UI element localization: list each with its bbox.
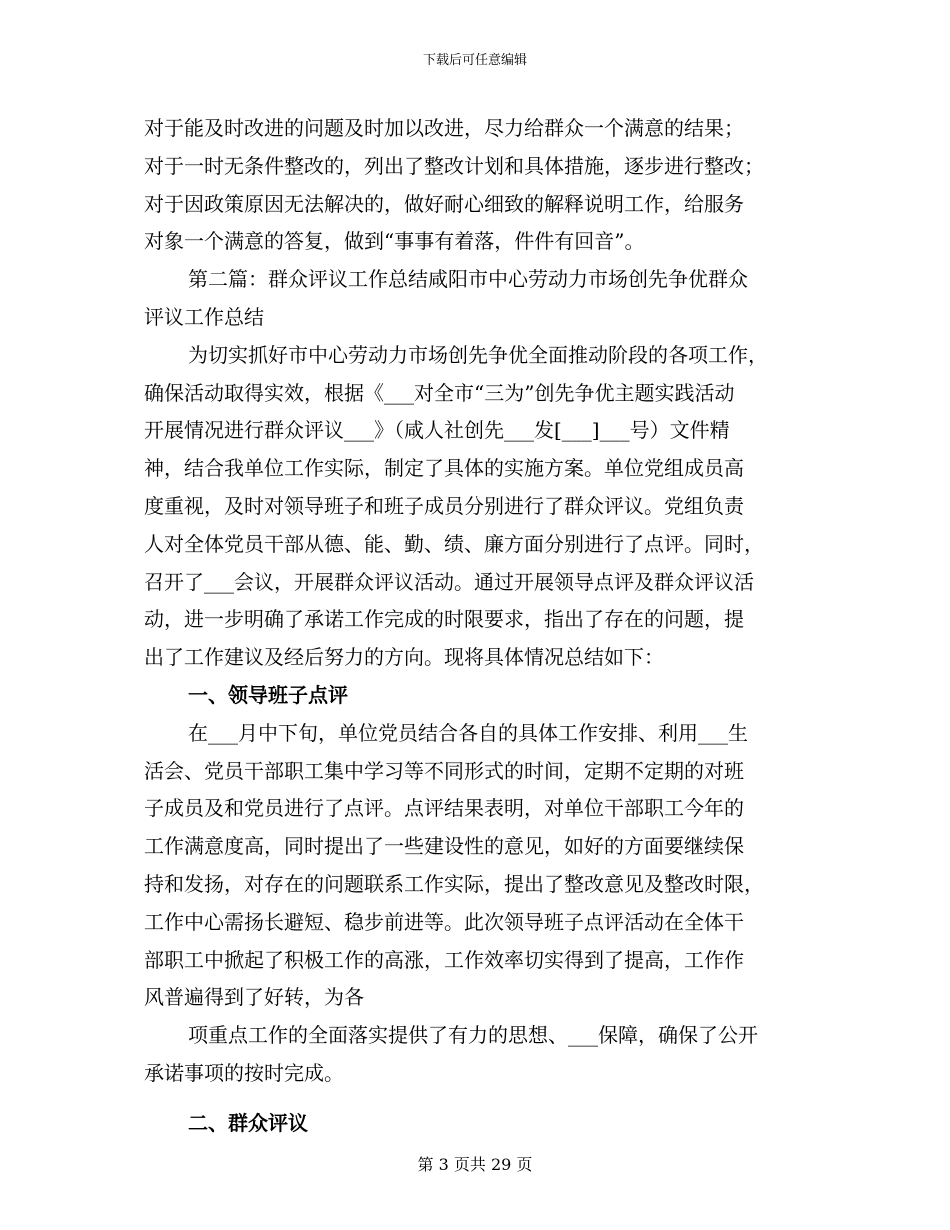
text-line: 对于能及时改进的问题及时加以改进，尽力给群众一个满意的结果；	[144, 116, 744, 140]
paragraph-leadership-review	[144, 715, 814, 1017]
text-line: 开展情况进行群众评议___》（咸人社创先___发[___]___号）文件精	[144, 418, 730, 443]
text-line: 工作满意度高，同时提出了一些建设性的意见，如好的方面要继续保	[144, 834, 744, 859]
text-line: 承诺事项的按时完成。	[144, 1060, 344, 1085]
text-line: 对于因政策原因无法解决的，做好耐心细致的解释说明工作，给服务	[144, 191, 744, 216]
text-line: 出了工作建议及经后努力的方向。现将具体情况总结如下：	[144, 645, 664, 670]
text-line: 风普遍得到了好转，为各	[144, 985, 364, 1010]
paragraph-introduction	[144, 337, 814, 677]
text-line: 持和发扬，对存在的问题联系工作实际，提出了整改意见及整改时限，	[144, 871, 764, 896]
paragraph-guarantee	[144, 1017, 814, 1093]
page-header: 下载后可任意编辑	[422, 53, 527, 68]
text-line: 活会、党员干部职工集中学习等不同形式的时间，定期不定期的对班	[144, 758, 744, 783]
spacer	[144, 1093, 814, 1105]
section-heading-leadership-review: 一、领导班子点评	[188, 682, 348, 707]
text-line: 评议工作总结	[144, 304, 264, 329]
text-line: 子成员及和党员进行了点评。点评结果表明，对单位干部职工今年的	[144, 796, 744, 821]
text-line: 人对全体党员干部从德、能、勤、绩、廉方面分别进行了点评。同时，	[144, 531, 764, 556]
text-line: 对象一个满意的答复，做到“事事有着落，件件有回音”。	[144, 229, 645, 254]
text-line: 为切实抓好市中心劳动力市场创先争优全面推动阶段的各项工作，	[188, 342, 768, 367]
text-line: 项重点工作的全面落实提供了有力的思想、___保障，确保了公开	[188, 1023, 758, 1048]
paragraph-second-article-title	[144, 261, 814, 337]
text-line: 第二篇：群众评议工作总结咸阳市中心劳动力市场创先争优群众	[188, 267, 748, 292]
text-line: 在___月中下旬，单位党员结合各自的具体工作安排、利用___生	[188, 720, 748, 745]
text-line: 召开了___会议，开展群众评议活动。通过开展领导点评及群众评议活	[144, 569, 754, 594]
text-line: 对于一时无条件整改的，列出了整改计划和具体措施，逐步进行整改；	[144, 153, 764, 178]
text-line: 确保活动取得实效，根据《___对全市“三为”创先争优主题实践活动	[144, 380, 735, 405]
paragraph-rectification	[144, 110, 814, 261]
section-heading-public-review: 二、群众评议	[188, 1110, 308, 1135]
text-line: 部职工中掀起了积极工作的高涨，工作效率切实得到了提高，工作作	[144, 947, 744, 972]
text-line: 动，进一步明确了承诺工作完成的时限要求，指出了存在的问题，提	[144, 607, 744, 632]
document-body	[144, 110, 814, 1143]
text-line: 度重视，及时对领导班子和班子成员分别进行了群众评议。党组负责	[144, 493, 744, 518]
text-line: 神，结合我单位工作实际，制定了具体的实施方案。单位党组成员高	[144, 456, 744, 481]
text-line: 工作中心需扬长避短、稳步前进等。此次领导班子点评活动在全体干	[144, 909, 744, 934]
page-footer: 第 3 页共 29 页	[417, 1155, 533, 1174]
